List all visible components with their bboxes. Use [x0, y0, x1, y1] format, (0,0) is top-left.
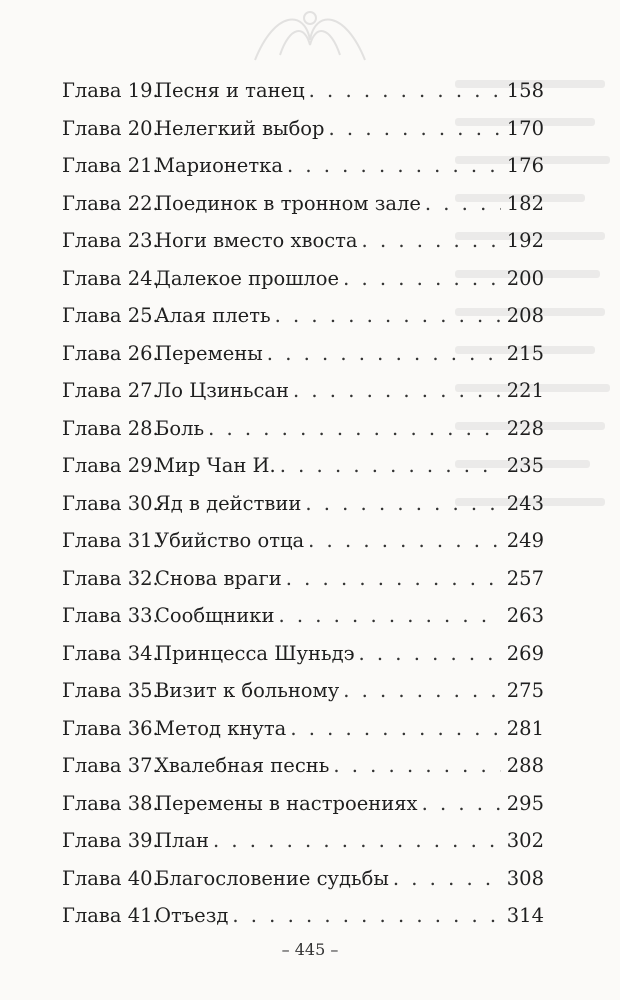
dot-leader [308, 526, 501, 556]
dot-leader [309, 76, 501, 106]
chapter-label: Глава 34. [62, 641, 159, 665]
chapter-label: Глава 38. [62, 791, 159, 815]
dot-leader [275, 301, 501, 331]
dot-leader [278, 601, 500, 631]
chapter-title: Принцесса Шуньдэ [155, 641, 355, 665]
toc-entry [62, 564, 544, 594]
chapter-title: Отъезд [155, 904, 229, 927]
page-number: 263 [506, 604, 544, 627]
chapter-label: Глава 40. [62, 866, 159, 890]
toc-entry [62, 414, 544, 444]
page-number: 249 [506, 529, 544, 552]
page-number: 308 [506, 866, 544, 890]
toc-entry [62, 114, 544, 144]
chapter-title: Хвалебная песнь [155, 754, 330, 777]
chapter-title: Марионетка [155, 154, 283, 177]
dot-leader [393, 864, 501, 894]
dot-leader [343, 676, 501, 706]
toc-entry [62, 901, 544, 931]
dot-leader [208, 414, 501, 444]
chapter-title: Поединок в тронном зале [155, 191, 421, 215]
ornament-icon [245, 0, 375, 70]
chapter-label: Глава 41. [62, 904, 159, 927]
chapter-title: Визит к больному [155, 679, 340, 702]
page-number: 200 [506, 266, 544, 290]
dot-leader [290, 714, 500, 744]
toc-entry [62, 639, 544, 669]
chapter-title: Сообщники [155, 604, 275, 627]
chapter-title: Песня и танец [155, 79, 305, 102]
chapter-label: Глава 28. [62, 416, 159, 440]
page-number: 269 [506, 641, 544, 665]
chapter-title: План [155, 829, 210, 852]
chapter-title: Ло Цзиньсан [155, 379, 290, 402]
toc-entry [62, 826, 544, 856]
toc-entry [62, 189, 544, 219]
page-number: 228 [506, 416, 544, 440]
toc-entry [62, 751, 544, 781]
dot-leader [362, 226, 501, 256]
page-number: 281 [506, 716, 544, 740]
chapter-label: Глава 37. [62, 754, 159, 777]
chapter-title: Далекое прошлое [155, 266, 340, 290]
chapter-label: Глава 30. [62, 491, 159, 515]
dot-leader [287, 151, 501, 181]
chapter-title: Ноги вместо хвоста [155, 229, 358, 252]
toc-entry [62, 226, 544, 256]
toc-entry [62, 264, 544, 294]
page-number: 158 [506, 79, 544, 102]
chapter-label: Глава 21. [62, 154, 159, 177]
page-number: 275 [506, 679, 544, 702]
page-number: 221 [506, 379, 544, 402]
page-number: 295 [506, 791, 544, 815]
toc-entry [62, 489, 544, 519]
page-number: 235 [506, 454, 544, 477]
chapter-label: Глава 27. [62, 379, 159, 402]
chapter-label: Глава 35. [62, 679, 159, 702]
page-number: 176 [506, 154, 544, 177]
page-number: 288 [506, 754, 544, 777]
page-folio: – 445 – [281, 940, 339, 959]
dot-leader [267, 339, 501, 369]
chapter-title: Алая плеть [155, 304, 271, 327]
chapter-label: Глава 29. [62, 454, 159, 477]
chapter-label: Глава 31. [62, 529, 159, 552]
dot-leader [425, 189, 501, 219]
page-number: 170 [506, 116, 544, 140]
page-number: 302 [506, 829, 544, 852]
chapter-title: Убийство отца [155, 529, 305, 552]
chapter-title: Метод кнута [155, 716, 287, 740]
chapter-title: Нелегкий выбор [155, 116, 325, 140]
dot-leader [293, 376, 501, 406]
chapter-label: Глава 26. [62, 341, 159, 365]
chapter-title: Благословение судьбы [155, 866, 389, 890]
toc-entry [62, 526, 544, 556]
chapter-label: Глава 20. [62, 116, 159, 140]
page-number: 215 [506, 341, 544, 365]
dot-leader [422, 789, 501, 819]
page-number: 208 [506, 304, 544, 327]
dot-leader [213, 826, 501, 856]
toc-entry [62, 451, 544, 481]
chapter-title: Перемены [155, 341, 263, 365]
chapter-label: Глава 32. [62, 566, 159, 590]
toc-entry [62, 339, 544, 369]
dot-leader [343, 264, 501, 294]
page-number: 314 [506, 904, 544, 927]
chapter-label: Глава 39. [62, 829, 159, 852]
toc-entry [62, 151, 544, 181]
dot-leader [280, 451, 501, 481]
chapter-title: Снова враги [155, 566, 282, 590]
dot-leader [333, 751, 500, 781]
chapter-label: Глава 36. [62, 716, 159, 740]
toc-entry [62, 864, 544, 894]
dot-leader [232, 901, 500, 931]
dot-leader [305, 489, 500, 519]
toc-entry [62, 714, 544, 744]
dot-leader [329, 114, 501, 144]
chapter-label: Глава 22. [62, 191, 159, 215]
chapter-label: Глава 24. [62, 266, 159, 290]
page-number: 257 [506, 566, 544, 590]
chapter-label: Глава 25. [62, 304, 159, 327]
page-number: 182 [506, 191, 544, 215]
chapter-label: Глава 23. [62, 229, 159, 252]
toc-entry [62, 676, 544, 706]
dot-leader [359, 639, 501, 669]
toc-entry [62, 76, 544, 106]
dot-leader [286, 564, 501, 594]
toc-entry [62, 301, 544, 331]
toc-entry [62, 601, 544, 631]
chapter-label: Глава 33. [62, 604, 159, 627]
toc-entry [62, 789, 544, 819]
page-number: 243 [506, 491, 544, 515]
chapter-title: Перемены в настроениях [155, 791, 418, 815]
chapter-label: Глава 19. [62, 79, 159, 102]
page-number: 192 [506, 229, 544, 252]
chapter-title: Боль [155, 416, 205, 440]
toc-entry [62, 376, 544, 406]
chapter-title: Яд в действии [155, 491, 302, 515]
chapter-title: Мир Чан И. [155, 454, 276, 477]
